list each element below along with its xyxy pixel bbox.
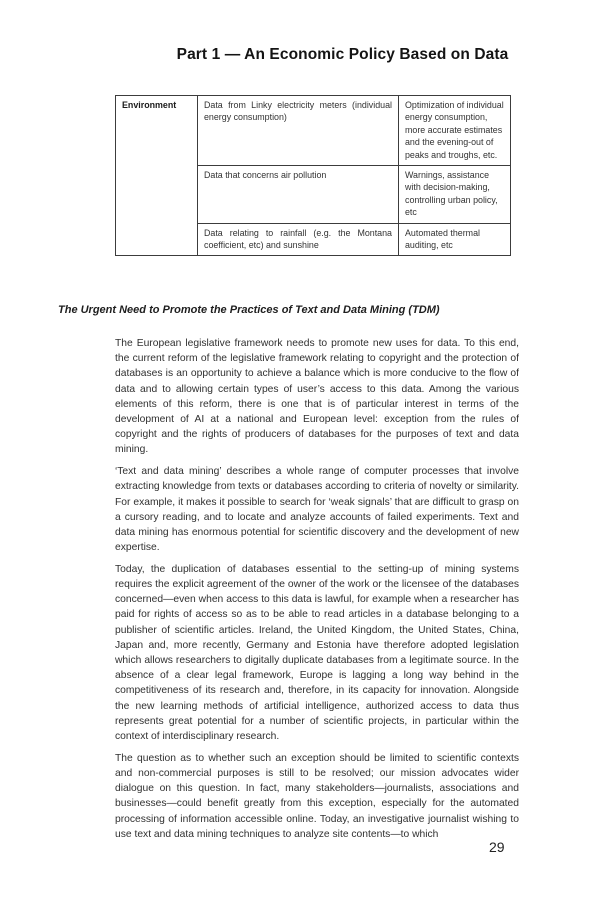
page-number: 29 (489, 839, 505, 855)
paragraph-2: ‘Text and data mining’ describes a whole range of computer processes that involve extracting knowledge from texts or databases according to criteria of novelty or similarity. For example, it makes it possible to search for ‘weak signals’ that are difficult to grasp on a cursory reading, and to locate and analyze accounts of failed experiments. Text and data mining has enormous potential for scientific discovery and the development of new expertise. (115, 466, 519, 554)
data-source-cell: Data relating to rainfall (e.g. the Montana coefficient, etc) and sunshine (198, 223, 399, 256)
paragraph-1: The European legislative framework needs to promote new uses for data. To this end, the current reform of the legislative framework relating to copyright and the protection of databases is an opportunity to achieve a balance which is more conducive to the flow of data and to allowing certain types of user’s access to this data. Among the various elements of this reform, there is one that is of particular interest in terms of the development of AI at a national and European level: exception from the rules of copyright and the rights of producers of databases for the purposes of text and data mining. (115, 338, 519, 456)
paragraph-4: The question as to whether such an exception should be limited to scientific contexts and non-commercial purposes is still to be resolved; our mission advocates wider dialogue on this question. In fact, many stakeholders—journalists, associations and businesses—could benefit greatly from this exception, especially for the automated processing of information accessible online. Today, an investigative journalist wishing to use text and data mining techniques to analyze site contents—to which (115, 752, 519, 840)
application-cell: Warnings, assistance with decision-making, controlling urban policy, etc (399, 166, 511, 224)
application-cell: Optimization of individual energy consumption, more accurate estimates and the evening-out of peaks and troughs, etc. (399, 96, 511, 166)
page-title: Part 1 — An Economic Policy Based on Data (176, 46, 509, 63)
table-row (116, 96, 511, 166)
data-source-cell: Data that concerns air pollution (198, 166, 399, 224)
data-source-cell: Data from Linky electricity meters (individual energy consumption) (198, 96, 399, 166)
section-heading: The Urgent Need to Promote the Practices of Text and Data Mining (TDM) (58, 304, 440, 316)
environment-data-table (115, 95, 511, 256)
body-text (115, 336, 519, 849)
category-cell: Environment (116, 96, 198, 256)
paragraph-3: Today, the duplication of databases essential to the setting-up of mining systems requires the explicit agreement of the owner of the work or the licensee of the databases concerned—even when access to this data is lawful, for example when a researcher has paid for rights of access so as to be able to read articles in a database belonging to a publisher of scientific articles. Ireland, the United Kingdom, the United States, China, Japan and, more recently, Germany and Estonia have therefore adopted legislation which allows researchers to digitally duplicate databases from a legitimate source. In the absence of a clear legal framework, Europe is lagging a long way behind in the competitiveness of its research and, therefore, in its capacity for innovation. Alongside the new learning methods of artificial intelligence, authorized access to data thus represents great potential for a number of scientific projects, in particular within the context of interdisciplinary research. (115, 563, 519, 743)
application-cell: Automated thermal auditing, etc (399, 223, 511, 256)
